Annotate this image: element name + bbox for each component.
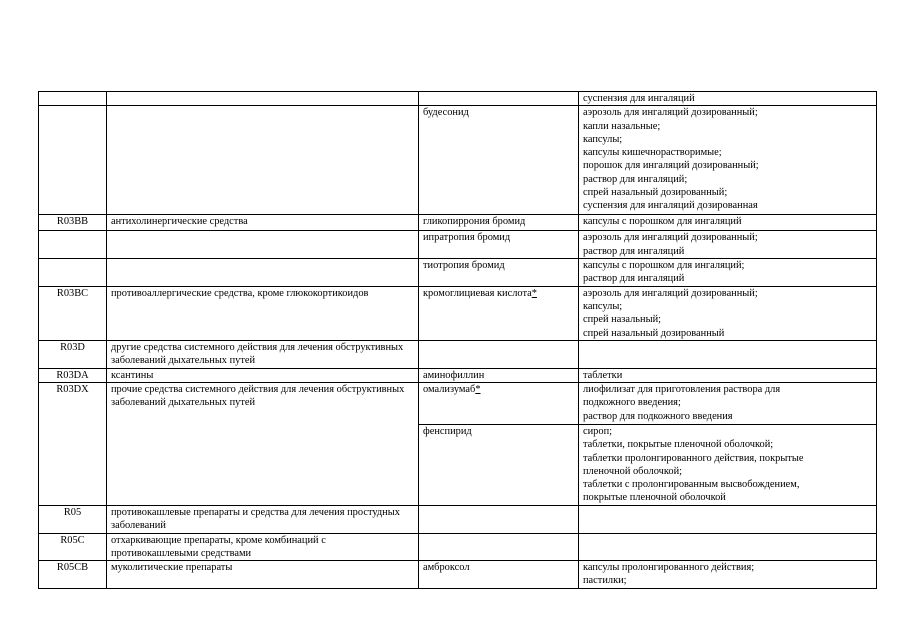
atc-code-cell: R03DA: [39, 368, 107, 382]
drug-cell: аминофиллин: [419, 368, 579, 382]
table-row: [39, 368, 877, 382]
drug-table: [38, 91, 877, 589]
footnote-mark: *: [531, 287, 537, 299]
drug-cell: ипратропия бромид: [419, 231, 579, 259]
table-row: [39, 382, 877, 424]
drug-cell: фенспирид: [419, 424, 579, 505]
forms-cell: [579, 561, 877, 589]
forms-cell: [579, 231, 877, 259]
form-line: пленочной оболочкой;: [583, 465, 683, 477]
form-line: спрей назальный дозированный;: [583, 187, 728, 199]
form-line: таблетки с пролонгированным высвобождением,: [583, 479, 800, 491]
drug-cell: [419, 505, 579, 533]
table-row: [39, 561, 877, 589]
form-line: капсулы;: [583, 301, 623, 313]
drug-cell: тиотропия бромид: [419, 258, 579, 286]
form-line: пастилки;: [583, 575, 627, 587]
atc-code-cell: R03DX: [39, 382, 107, 505]
table-row: [39, 92, 877, 106]
form-line: покрытые пленочной оболочкой: [583, 492, 726, 504]
atc-code-cell: R05: [39, 505, 107, 533]
atc-code-cell: [39, 106, 107, 215]
form-line: капли назальные;: [583, 120, 661, 132]
group-cell: другие средства системного действия для лечения обструктивных заболеваний дыхательных путей: [107, 341, 419, 369]
form-line: сироп;: [583, 425, 613, 437]
form-line: раствор для ингаляций;: [583, 173, 688, 185]
drug-cell: [419, 341, 579, 369]
table-row: [39, 258, 877, 286]
group-cell: [107, 106, 419, 215]
drug-cell: амброксол: [419, 561, 579, 589]
form-line: лиофилизат для приготовления раствора для: [583, 383, 781, 395]
form-line: раствор для ингаляций: [583, 245, 685, 257]
atc-code-cell: R03BB: [39, 215, 107, 231]
drug-cell: [419, 533, 579, 561]
form-line: аэрозоль для ингаляций дозированный;: [583, 287, 758, 299]
table-row: [39, 505, 877, 533]
drug-cell: будесонид: [419, 106, 579, 215]
drug-cell: [419, 286, 579, 340]
group-cell: ксантины: [107, 368, 419, 382]
form-line: спрей назальный;: [583, 314, 662, 326]
form-line: капсулы;: [583, 133, 623, 145]
forms-cell: [579, 533, 877, 561]
table-row: [39, 286, 877, 340]
form-line: таблетки: [583, 369, 623, 381]
forms-cell: [579, 92, 877, 106]
footnote-mark: *: [475, 383, 481, 395]
forms-cell: [579, 505, 877, 533]
form-line: суспензия для ингаляций дозированная: [583, 200, 758, 212]
form-line: капсулы пролонгированного действия;: [583, 562, 755, 574]
form-line: подкожного введения;: [583, 397, 681, 409]
group-cell: противоаллергические средства, кроме глюкокортикоидов: [107, 286, 419, 340]
group-cell: прочие средства системного действия для лечения обструктивных заболеваний дыхательных путей: [107, 382, 419, 505]
atc-code-cell: R05C: [39, 533, 107, 561]
drug-name: омализумаб: [423, 383, 476, 395]
form-line: аэрозоль для ингаляций дозированный;: [583, 107, 758, 119]
table-row: [39, 106, 877, 215]
atc-code-cell: [39, 231, 107, 259]
form-line: капсулы с порошком для ингаляций: [583, 216, 742, 228]
forms-cell: [579, 286, 877, 340]
table-row: [39, 231, 877, 259]
forms-cell: [579, 424, 877, 505]
drug-cell: гликопиррония бромид: [419, 215, 579, 231]
group-cell: [107, 92, 419, 106]
atc-code-cell: [39, 258, 107, 286]
form-line: порошок для ингаляций дозированный;: [583, 160, 759, 172]
group-cell: противокашлевые препараты и средства для лечения простудных заболеваний: [107, 505, 419, 533]
forms-cell: [579, 382, 877, 424]
form-line: таблетки пролонгированного действия, покрытые: [583, 452, 804, 464]
group-cell: отхаркивающие препараты, кроме комбинаций с противокашлевыми средствами: [107, 533, 419, 561]
group-cell: [107, 231, 419, 259]
forms-cell: [579, 106, 877, 215]
table-row: [39, 341, 877, 369]
drug-cell: [419, 92, 579, 106]
forms-cell: [579, 341, 877, 369]
atc-code-cell: R05CB: [39, 561, 107, 589]
forms-cell: [579, 215, 877, 231]
form-line: раствор для подкожного введения: [583, 410, 733, 422]
form-line: раствор для ингаляций: [583, 273, 685, 285]
atc-code-cell: R03D: [39, 341, 107, 369]
table-row: [39, 533, 877, 561]
group-cell: [107, 258, 419, 286]
atc-code-cell: R03BC: [39, 286, 107, 340]
forms-cell: [579, 258, 877, 286]
form-line: таблетки, покрытые пленочной оболочкой;: [583, 439, 774, 451]
forms-cell: [579, 368, 877, 382]
group-cell: муколитические препараты: [107, 561, 419, 589]
form-line: суспензия для ингаляций: [583, 93, 695, 104]
form-line: спрей назальный дозированный: [583, 327, 725, 339]
table-row: [39, 215, 877, 231]
group-cell: антихолинергические средства: [107, 215, 419, 231]
drug-name: кромоглициевая кислота: [423, 287, 532, 299]
form-line: капсулы кишечнорастворимые;: [583, 147, 722, 159]
atc-code-cell: [39, 92, 107, 106]
form-line: капсулы с порошком для ингаляций;: [583, 259, 745, 271]
form-line: аэрозоль для ингаляций дозированный;: [583, 232, 758, 244]
drug-cell: [419, 382, 579, 424]
